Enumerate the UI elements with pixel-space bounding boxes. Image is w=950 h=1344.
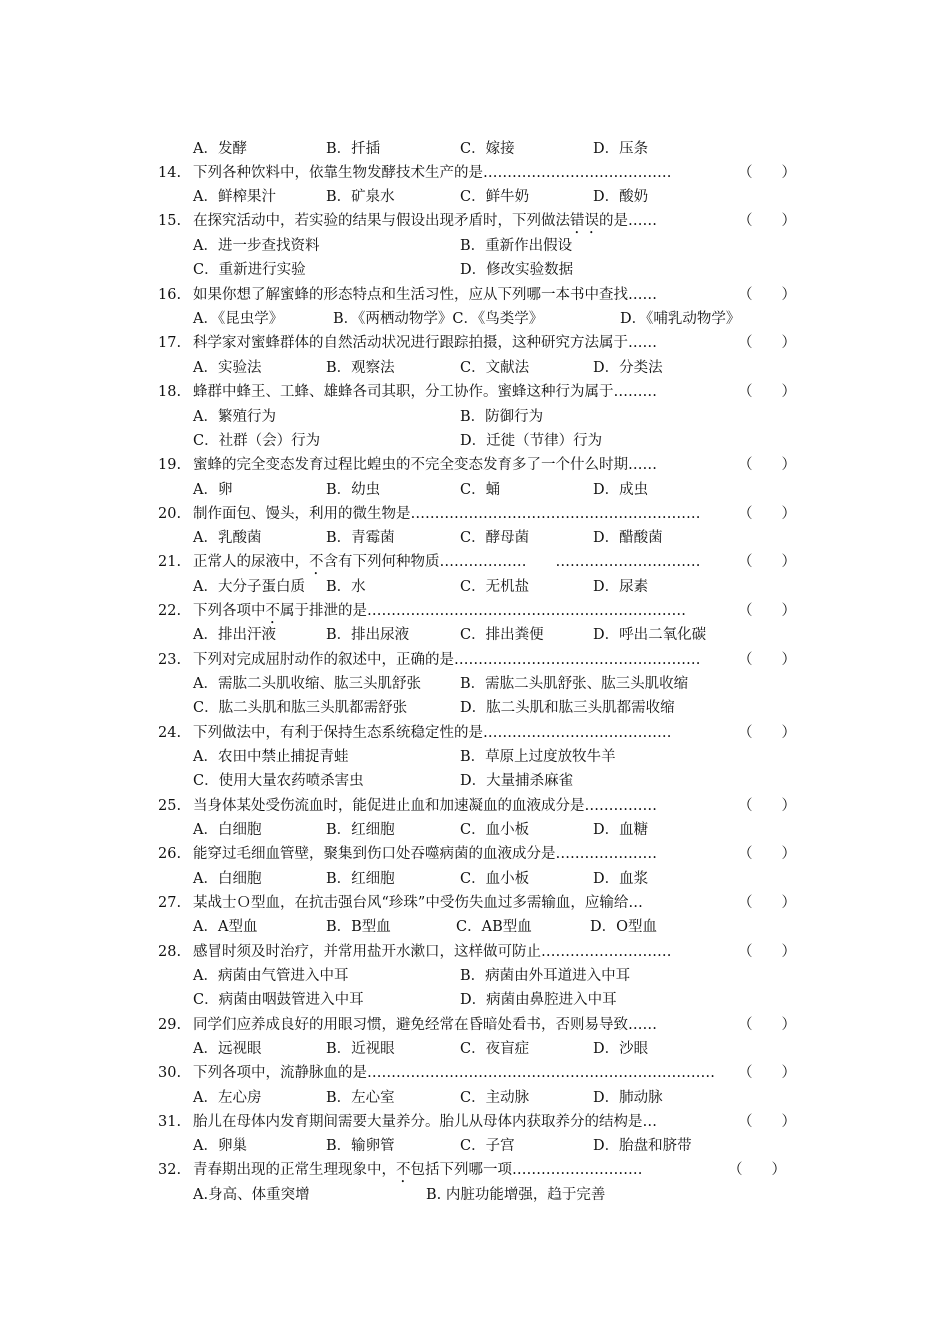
option-d: D．O型血 xyxy=(590,919,658,935)
option-c: C．无机盐 xyxy=(460,579,530,595)
option-c: C．文献法 xyxy=(460,360,530,376)
question-number: 32. xyxy=(158,1162,182,1178)
option-d: D．血糖 xyxy=(593,822,649,838)
question-number: 27. xyxy=(158,895,182,911)
question-number: 26. xyxy=(158,846,182,862)
option-b: B．B型血 xyxy=(326,919,391,935)
question-number: 15. xyxy=(158,213,182,229)
option-b: B．红细胞 xyxy=(326,822,395,838)
emphasis-word: 不 xyxy=(396,1162,411,1178)
answer-blank: （ ） xyxy=(738,213,796,229)
option-c: C．AB型血 xyxy=(456,919,532,935)
option-d: D．迁徙（节律）行为 xyxy=(460,433,603,449)
option-c: C．肱二头肌和肱三头肌都需舒张 xyxy=(193,700,408,716)
option-a: A．排出汗液 xyxy=(193,627,276,643)
question-text xyxy=(193,600,686,627)
option-c: C．夜盲症 xyxy=(460,1041,530,1057)
answer-blank: （ ） xyxy=(738,1114,796,1130)
option-b: B．幼虫 xyxy=(326,482,381,498)
answer-blank: （ ） xyxy=(738,944,796,960)
question-text: 同学们应养成良好的用眼习惯，避免经常在昏暗处看书，否则易导致…… xyxy=(193,1017,657,1033)
question-text: 当身体某处受伤流血时，能促进止血和加速凝血的血液成分是…………… xyxy=(193,798,657,814)
answer-blank: （ ） xyxy=(738,287,796,303)
option-c: C．蛹 xyxy=(460,482,501,498)
question-text xyxy=(193,1159,643,1186)
question-number: 16. xyxy=(158,287,182,303)
answer-blank: （ ） xyxy=(738,652,796,668)
option-b: B．水 xyxy=(326,579,366,595)
emphasis-word: 不 xyxy=(265,603,280,619)
option-a: A.身高、体重突增 xyxy=(193,1187,310,1203)
option-c: C．鲜牛奶 xyxy=(460,189,530,205)
option-d: D．肺动脉 xyxy=(593,1090,663,1106)
question-number: 25. xyxy=(158,798,182,814)
option-d: D．呼出二氧化碳 xyxy=(593,627,707,643)
option-d: D．成虫 xyxy=(593,482,649,498)
question-number: 18. xyxy=(158,384,182,400)
option-b: B．病菌由外耳道进入中耳 xyxy=(460,968,631,984)
answer-blank: （ ） xyxy=(738,554,796,570)
option-d: D．酸奶 xyxy=(593,189,649,205)
question-number: 14. xyxy=(158,165,182,181)
answer-blank: （ ） xyxy=(738,603,796,619)
question-number: 31. xyxy=(158,1114,182,1130)
question-text-part: 含有下列何种物质……………… ………………………… xyxy=(323,554,701,570)
option-a: A．远视眼 xyxy=(193,1041,262,1057)
option-a: A．大分子蛋白质 xyxy=(193,579,305,595)
answer-blank: （ ） xyxy=(738,506,796,522)
question-number: 23. xyxy=(158,652,182,668)
option-c: C．血小板 xyxy=(460,871,530,887)
option-b: B．输卵管 xyxy=(326,1138,395,1154)
option-d: D．胎盘和脐带 xyxy=(593,1138,692,1154)
option-d: D．《哺乳动物学》 xyxy=(620,311,741,327)
option-d: D．血浆 xyxy=(593,871,649,887)
option-c: C．血小板 xyxy=(460,822,530,838)
option-c: C．主动脉 xyxy=(460,1090,530,1106)
option-d: D．大量捕杀麻雀 xyxy=(460,773,574,789)
question-text: 感冒时须及时治疗，并常用盐开水漱口，这样做可防止……………………… xyxy=(193,944,672,960)
answer-blank: （ ） xyxy=(738,725,796,741)
question-text: 蜜蜂的完全变态发育过程比蝗虫的不完全变态发育多了一个什么时期…… xyxy=(193,457,657,473)
option-b: B．矿泉水 xyxy=(326,189,395,205)
option-c: C．使用大量农药喷杀害虫 xyxy=(193,773,364,789)
option-a: A．A型血 xyxy=(193,919,258,935)
option-a: A．卵巢 xyxy=(193,1138,247,1154)
option-a: A．实验法 xyxy=(193,360,262,376)
option-b: B．防御行为 xyxy=(460,409,544,425)
question-number: 29. xyxy=(158,1017,182,1033)
option-b: B．左心室 xyxy=(326,1090,395,1106)
option-d: D．分类法 xyxy=(593,360,663,376)
question-text: 能穿过毛细血管壁，聚集到伤口处吞噬病菌的血液成分是………………… xyxy=(193,846,657,862)
option-a: A．白细胞 xyxy=(193,871,262,887)
option-d: D．修改实验数据 xyxy=(460,262,574,278)
option-a: A．需肱二头肌收缩、肱三头肌舒张 xyxy=(193,676,421,692)
option-d: D．沙眼 xyxy=(593,1041,649,1057)
answer-blank: （ ） xyxy=(738,457,796,473)
emphasis-word: 不 xyxy=(309,554,324,570)
question-text: 制作面包、馒头，利用的微生物是…………………………………………………… xyxy=(193,506,701,522)
option-a: A．农田中禁止捕捉青蛙 xyxy=(193,749,349,765)
option-b: B．需肱二头肌舒张、肱三头肌收缩 xyxy=(460,676,689,692)
option-d: D．醋酸菌 xyxy=(593,530,663,546)
option-b: B. 内脏功能增强，趋于完善 xyxy=(426,1187,606,1203)
question-text: 下列各项中，流静脉血的是……………………………………………………………… xyxy=(193,1065,715,1081)
option-a: A．乳酸菌 xyxy=(193,530,262,546)
option-c: C．病菌由咽鼓管进入中耳 xyxy=(193,992,364,1008)
option-a: A．白细胞 xyxy=(193,822,262,838)
option-b: B．近视眼 xyxy=(326,1041,395,1057)
option-d: D．压条 xyxy=(593,141,649,157)
option-b: B．重新作出假设 xyxy=(460,238,573,254)
question-number: 22. xyxy=(158,603,182,619)
option-c: C．排出粪便 xyxy=(460,627,544,643)
option-c: C．子宫 xyxy=(460,1138,515,1154)
question-text-part: 属于排泄的是………………………………………………………… xyxy=(280,603,686,619)
emphasis-word: 错误 xyxy=(570,213,599,229)
answer-blank: （ ） xyxy=(728,1162,786,1178)
question-number: 17. xyxy=(158,335,182,351)
answer-blank: （ ） xyxy=(738,1065,796,1081)
option-c: C．社群（会）行为 xyxy=(193,433,321,449)
question-text: 胎儿在母体内发育期间需要大量养分。胎儿从母体内获取养分的结构是… xyxy=(193,1114,657,1130)
question-text: 下列对完成屈肘动作的叙述中，正确的是…………………………………………… xyxy=(193,652,701,668)
question-text-part: 下列各项中 xyxy=(193,603,266,619)
question-text-part: 青春期出现的正常生理现象中， xyxy=(193,1162,396,1178)
question-text-part: 的是…… xyxy=(599,213,657,229)
option-a: A．左心房 xyxy=(193,1090,262,1106)
question-text: 下列各种饮料中，依靠生物发酵技术生产的是………………………………… xyxy=(193,165,672,181)
question-text: 某战士Ｏ型血，在抗击强台风“珍珠”中受伤失血过多需输血，应输给… xyxy=(193,895,643,911)
option-c: C．酵母菌 xyxy=(460,530,530,546)
question-number: 30. xyxy=(158,1065,182,1081)
question-text-part: 正常人的尿液中， xyxy=(193,554,309,570)
option-a: A．《昆虫学》 xyxy=(193,311,284,327)
answer-blank: （ ） xyxy=(738,1017,796,1033)
question-text-part: 在探究活动中，若实验的结果与假设出现矛盾时，下列做法 xyxy=(193,213,570,229)
question-text: 如果你想了解蜜蜂的形态特点和生活习性，应从下列哪一本书中查找…… xyxy=(193,287,657,303)
option-b-c: B．《两栖动物学》C．《鸟类学》 xyxy=(333,311,544,327)
option-a: A．病菌由气管进入中耳 xyxy=(193,968,349,984)
option-d: D．肱二头肌和肱三头肌都需收缩 xyxy=(460,700,675,716)
option-a: A．繁殖行为 xyxy=(193,409,276,425)
answer-blank: （ ） xyxy=(738,335,796,351)
answer-blank: （ ） xyxy=(738,895,796,911)
question-text xyxy=(193,551,701,578)
answer-blank: （ ） xyxy=(738,165,796,181)
option-b: B．青霉菌 xyxy=(326,530,395,546)
option-b: B．草原上过度放牧牛羊 xyxy=(460,749,616,765)
option-b: B．红细胞 xyxy=(326,871,395,887)
question-text xyxy=(193,210,657,237)
option-c: C．重新进行实验 xyxy=(193,262,306,278)
option-b: B．观察法 xyxy=(326,360,395,376)
question-text: 科学家对蜜蜂群体的自然活动状况进行跟踪拍摄，这种研究方法属于…… xyxy=(193,335,657,351)
option-a: A．卵 xyxy=(193,482,233,498)
option-d: D．病菌由鼻腔进入中耳 xyxy=(460,992,617,1008)
question-number: 20. xyxy=(158,506,182,522)
question-text: 下列做法中，有利于保持生态系统稳定性的是………………………………… xyxy=(193,725,672,741)
question-text-part: 包括下列哪一项……………………… xyxy=(410,1162,643,1178)
option-d: D．尿素 xyxy=(593,579,649,595)
question-number: 28. xyxy=(158,944,182,960)
option-b: B．排出尿液 xyxy=(326,627,410,643)
question-number: 19. xyxy=(158,457,182,473)
question-number: 24. xyxy=(158,725,182,741)
option-b: B．扦插 xyxy=(326,141,381,157)
option-a: A．发酵 xyxy=(193,141,247,157)
option-c: C．嫁接 xyxy=(460,141,515,157)
answer-blank: （ ） xyxy=(738,846,796,862)
option-a: A．进一步查找资料 xyxy=(193,238,320,254)
answer-blank: （ ） xyxy=(738,798,796,814)
question-number: 21. xyxy=(158,554,182,570)
answer-blank: （ ） xyxy=(738,384,796,400)
question-text: 蜂群中蜂王、工蜂、雄蜂各司其职，分工协作。蜜蜂这种行为属于……… xyxy=(193,384,657,400)
option-a: A．鲜榨果汁 xyxy=(193,189,276,205)
